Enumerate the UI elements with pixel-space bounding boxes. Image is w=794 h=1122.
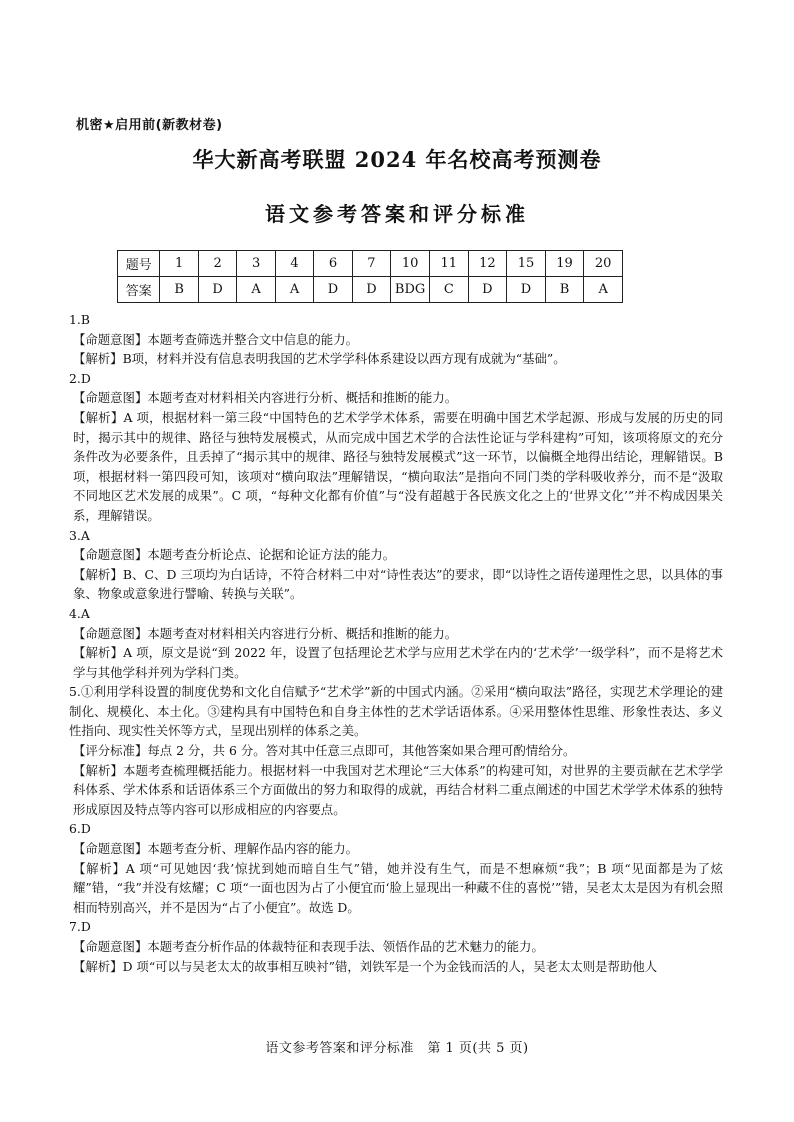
explanation-line xyxy=(73,859,723,918)
page-title: 华大新高考联盟 2024 年名校高考预测卷 xyxy=(192,147,602,172)
table-cell-question: 7 xyxy=(352,251,390,277)
explanation-line xyxy=(73,388,723,408)
section-text: D 项“可以与吴老太太的故事相互映衬”错，刘铁军是一个为金钱而活的人，吴老太太则是帮助他人 xyxy=(122,958,658,974)
explanation-line xyxy=(73,643,723,682)
section-text: 本题考查筛选并整合文中信息的能力。 xyxy=(147,331,358,347)
table-cell-question: 12 xyxy=(468,251,507,277)
question-number: 1.B xyxy=(69,312,90,327)
page-footer: 语文参考答案和评分标准 第 1 页(共 5 页) xyxy=(265,1041,529,1056)
table-cell-answer: BDG xyxy=(391,277,430,303)
section-tag: 【命题意图】 xyxy=(73,331,148,347)
section-tag: 【评分标准】 xyxy=(73,743,148,759)
section-tag: 【解析】 xyxy=(73,958,123,974)
section-tag: 【解析】 xyxy=(73,860,126,876)
question-number: 4.A xyxy=(69,605,90,621)
explanation-line xyxy=(73,330,723,350)
section-tag: 【命题意图】 xyxy=(73,390,148,406)
explanation-line xyxy=(73,408,723,526)
table-cell-answer: C xyxy=(430,277,469,303)
explanation-line xyxy=(73,761,723,820)
explanation-line xyxy=(73,624,723,644)
table-cell-question: 3 xyxy=(237,251,275,277)
explanation-line xyxy=(73,839,723,859)
section-text: 本题考查分析论点、论据和论证方法的能力。 xyxy=(147,547,396,563)
section-tag: 【解析】 xyxy=(73,409,124,425)
explanation-line xyxy=(73,741,723,761)
section-tag: 【解析】 xyxy=(73,566,123,582)
section-text: A 项，根据材料一第三段“中国特色的艺术学学术体系，需要在明确中国艺术学起源、形成与发展的历史的同时，揭示其中的规律、路径与独特发展模式，从而完成中国艺术学的合法性论证与学科建构”可知，该项将原文的充分条件改为必要条件，且丢掉了“揭示其中的规律、路径与独特发展模式”这一环节，以偏概全地得出结论，理解错误。B 项，根据材料一第四段可知，该项对“横向取法”理解错误，“横向取法”是指向不同门类的学科吸收养分，而不是“汲取不同地区艺术发展的成果”。C 项，“每种文化都有价值”与“没有超越于各民族文化之上的‘世界文化’”并不构成因果关系，理解错误。 xyxy=(73,409,723,523)
section-tag: 【命题意图】 xyxy=(73,841,148,857)
table-cell-question: 6 xyxy=(314,251,352,277)
section-tag: 【解析】 xyxy=(73,351,123,367)
answer-table-question-row xyxy=(118,251,623,277)
table-cell-answer: D xyxy=(314,277,352,303)
table-cell-answer: A xyxy=(237,277,275,303)
table-header-question: 题号 xyxy=(118,251,160,277)
confidential-label: 机密★启用前(新教材卷) xyxy=(76,118,223,133)
table-cell-answer: D xyxy=(507,277,546,303)
table-cell-question: 20 xyxy=(584,251,623,277)
table-cell-question: 15 xyxy=(507,251,546,277)
question-number: 2.D xyxy=(69,370,91,386)
table-cell-question: 2 xyxy=(198,251,236,277)
explanation-line xyxy=(73,349,723,369)
explanation-line xyxy=(73,937,723,957)
answer-table xyxy=(117,250,623,303)
section-text: 本题考查对材料相关内容进行分析、概括和推断的能力。 xyxy=(147,390,458,406)
section-tag: 【命题意图】 xyxy=(73,939,148,954)
section-text: 本题考查分析、理解作品内容的能力。 xyxy=(147,841,358,857)
table-cell-answer: B xyxy=(545,277,584,303)
table-cell-answer: A xyxy=(584,277,623,303)
table-cell-question: 1 xyxy=(160,251,198,277)
section-text: 本题考查对材料相关内容进行分析、概括和推断的能力。 xyxy=(147,625,458,641)
section-text: 本题考查分析作品的体裁特征和表现手法、领悟作品的艺术魅力的能力。 xyxy=(147,939,544,954)
section-text: B、C、D 三项均为白话诗，不符合材料二中对“诗性表达”的要求，即“以诗性之语传递理性之思，以具体的事象、物象或意象进行譬喻、转换与关联”。 xyxy=(73,566,724,602)
page-subtitle: 语文参考答案和评分标准 xyxy=(265,202,529,226)
section-tag: 【解析】 xyxy=(73,645,124,661)
question-number: 3.A xyxy=(69,527,90,543)
table-cell-question: 10 xyxy=(391,251,430,277)
answer-explanations xyxy=(69,310,724,976)
section-text: 本题考查梳理概括能力。根据材料一中我国对艺术理论“三大体系”的构建可知，对世界的主要贡献在艺术学学科体系、学术体系和话语体系三个方面做出的努力和取得的成就，再结合材料二重点阐述的中国艺术学学术体系的独特形成原因及特点等内容可以形成相应的内容要点。 xyxy=(73,762,724,817)
table-cell-answer: D xyxy=(468,277,507,303)
section-text: A 项“可见她因‘我’惊扰到她而暗自生气”错，她并没有生气，而是不想麻烦“我”；B 项“见面都是为了炫耀”错，“我”并没有炫耀；C 项“一面也因为占了小便宜而‘脸上显现出一种藏不住的喜悦’”错，吴老太太是因为有机会照相而特别高兴，并不是因为“占了小便宜”。故选 D。 xyxy=(73,860,724,915)
section-text: B项，材料并没有信息表明我国的艺术学学科体系建设以西方现有成就为“基础”。 xyxy=(122,351,566,367)
question-number: 6.D xyxy=(69,821,91,837)
answer-table-answer-row xyxy=(118,277,623,303)
section-text: A 项，原文是说“到 2022 年，设置了包括理论艺术学与应用艺术学在内的‘艺术学’一级学科”，而不是将艺术学与其他学科并列为学科门类。 xyxy=(73,645,724,680)
section-tag: 【命题意图】 xyxy=(73,547,148,563)
question-answer-5 xyxy=(69,682,723,741)
section-tag: 【命题意图】 xyxy=(73,625,148,641)
table-cell-question: 19 xyxy=(545,251,584,277)
section-text: 每点 2 分，共 6 分。答对其中任意三点即可，其他答案如果合理可酌情给分。 xyxy=(147,743,576,759)
table-header-answer: 答案 xyxy=(118,277,160,303)
table-cell-question: 11 xyxy=(430,251,469,277)
table-cell-answer: B xyxy=(160,277,198,303)
question-number: 7.D xyxy=(69,919,91,935)
table-cell-answer: D xyxy=(198,277,236,303)
explanation-line xyxy=(73,545,723,565)
question-number: 5. xyxy=(69,684,81,700)
answer-points: ①利用学科设置的制度优势和文化自信赋予“艺术学”新的中国式内涵。②采用“横向取法”路径，实现艺术学理论的建制化、规模化、本土化。③建构具有中国特色和自身主体性的艺术学话语体系。④采用整体性思维、形象性表达、多义性指向、现实性关怀等方式，呈现出别样的体系之美。 xyxy=(69,684,723,739)
table-cell-answer: D xyxy=(352,277,390,303)
table-cell-question: 4 xyxy=(275,251,313,277)
explanation-line xyxy=(73,565,723,604)
section-tag: 【解析】 xyxy=(73,762,123,778)
explanation-line xyxy=(73,957,723,977)
table-cell-answer: A xyxy=(275,277,313,303)
